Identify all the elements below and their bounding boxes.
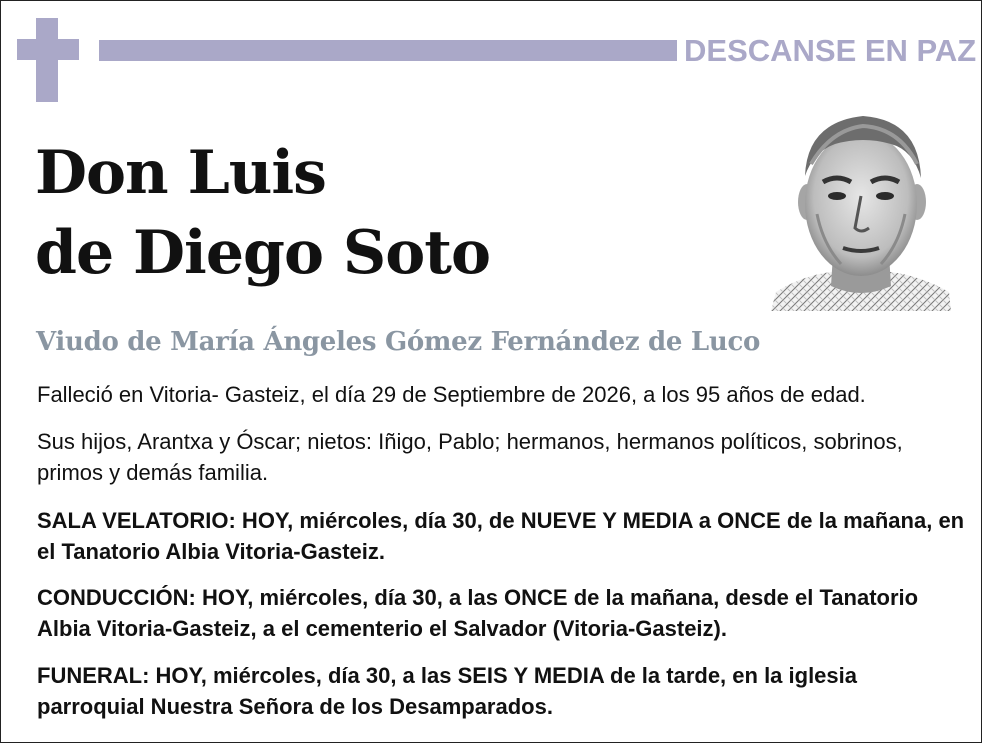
- header-label: DESCANSE EN PAZ: [684, 33, 977, 68]
- portrait-photo: [771, 104, 951, 311]
- cross-icon-vertical: [36, 18, 58, 102]
- deceased-name: [35, 133, 490, 293]
- procession-info: CONDUCCIÓN: HOY, miércoles, día 30, a las ONCE de la mañana, desde el Tanatorio Albia Vitoria-Gasteiz, a el cementerio el Salvador (Vitoria-Gasteiz).: [37, 585, 919, 641]
- death-notice-text: Falleció en Vitoria- Gasteiz, el día 29 de Septiembre de 2026, a los 95 años de edad.: [37, 382, 866, 407]
- wake-info: SALA VELATORIO: HOY, miércoles, día 30, de NUEVE Y MEDIA a ONCE de la mañana, en el Tanatorio Albia Vitoria-Gasteiz.: [37, 508, 965, 564]
- cross-icon-horizontal: [17, 39, 79, 60]
- name-line-1: Don Luis: [35, 138, 326, 208]
- header-rule: [99, 40, 677, 61]
- widower-subtitle: Viudo de María Ángeles Gómez Fernández de Luco: [36, 327, 761, 357]
- family-text: Sus hijos, Arantxa y Óscar; nietos: Iñigo, Pablo; hermanos, hermanos políticos, sobrinos, primos y demás familia.: [37, 429, 903, 485]
- name-line-2: de Diego Soto: [35, 218, 490, 288]
- funeral-info: FUNERAL: HOY, miércoles, día 30, a las SEIS Y MEDIA de la tarde, en la iglesia parroquial Nuestra Señora de los Desamparados.: [37, 663, 858, 719]
